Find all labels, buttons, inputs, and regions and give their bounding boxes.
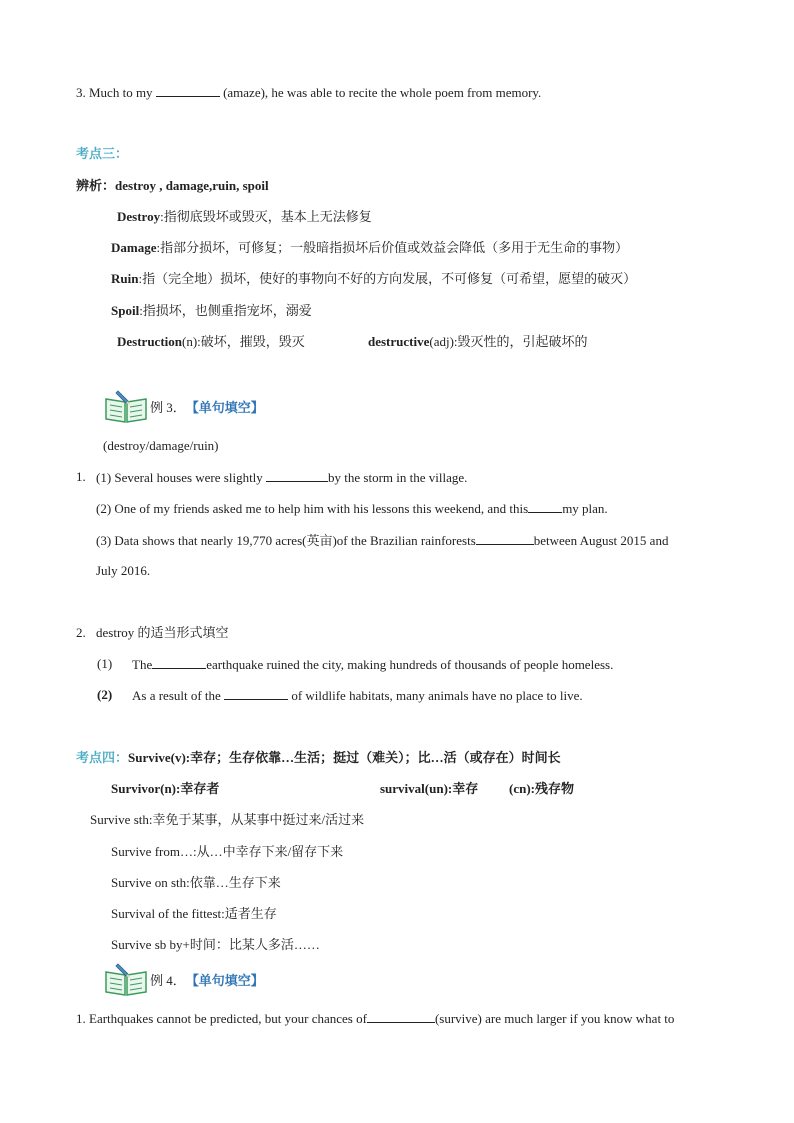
usage-survival-fittest: Survival of the fittest:适者生存 bbox=[111, 906, 277, 921]
section-heading-point3: 考点三： bbox=[76, 146, 129, 161]
survival-cn-definition: (cn):残存物 bbox=[509, 781, 574, 796]
question-2-number: 2. bbox=[76, 625, 86, 640]
question-2-1-number: (1) bbox=[97, 656, 113, 671]
answer-blank[interactable] bbox=[367, 1010, 435, 1023]
survival-definition: survival(un):幸存 bbox=[380, 781, 479, 796]
question-2-1: The earthquake ruined the city, making hundreds of thousands of people homeless. bbox=[132, 657, 614, 672]
example-4-header: 例 4． 【单句填空】 bbox=[104, 962, 264, 996]
question-2-title: destroy 的适当形式填空 bbox=[96, 625, 229, 640]
book-pencil-icon bbox=[104, 962, 148, 996]
question-1-3: (3) Data shows that nearly 19,770 acres(英亩)of the Brazilian rainforests between August 2015 and bbox=[96, 533, 669, 548]
section-heading-point4: 考点四：Survive(v):幸存；生存依靠…生活；挺过（难关）；比…活（或存在）时间长 bbox=[76, 750, 561, 765]
definition-ruin: Ruin:指（完全地）损坏，使好的事物向不好的方向发展，不可修复（可希望，愿望的破灭） bbox=[111, 271, 637, 286]
example-4-question-1: 1. Earthquakes cannot be predicted, but your chances of (survive) are much larger if you know what to bbox=[76, 1011, 675, 1026]
usage-survive-from: Survive from…:从…中幸存下来/留存下来 bbox=[111, 844, 344, 859]
question-1-2: (2) One of my friends asked me to help him with his lessons this weekend, and this my plan. bbox=[96, 501, 608, 516]
question-3-amaze: 3. Much to my (amaze), he was able to recite the whole poem from memory. bbox=[76, 85, 542, 100]
definition-spoil: Spoil:指损坏，也侧重指宠坏，溺爱 bbox=[111, 303, 312, 318]
example-3-hint: (destroy/damage/ruin) bbox=[103, 438, 219, 453]
question-1-3-continued: July 2016. bbox=[96, 563, 151, 578]
question-1-1: (1) Several houses were slightly by the storm in the village. bbox=[96, 470, 468, 485]
usage-survive-sb: Survive sb by+时间：比某人多活…… bbox=[111, 937, 320, 952]
answer-blank[interactable] bbox=[224, 687, 288, 700]
question-2-2: As a result of the of wildlife habitats, many animals have no place to live. bbox=[132, 688, 583, 703]
question-1-number: 1. bbox=[76, 469, 86, 484]
usage-survive-sth: Survive sth:幸免于某事，从某事中挺过来/活过来 bbox=[90, 812, 365, 827]
answer-blank[interactable] bbox=[266, 469, 328, 482]
definition-destroy: Destroy:指彻底毁坏或毁灭，基本上无法修复 bbox=[117, 209, 372, 224]
question-2-2-number: (2) bbox=[97, 687, 113, 702]
definition-destructive: destructive(adj):毁灭性的，引起破坏的 bbox=[368, 334, 588, 349]
answer-blank[interactable] bbox=[476, 532, 534, 545]
analysis-line: 辨析：destroy , damage,ruin, spoil bbox=[76, 178, 269, 193]
definition-destruction: Destruction(n):破坏，摧毁，毁灭 bbox=[117, 334, 305, 349]
answer-blank[interactable] bbox=[152, 656, 206, 669]
definition-damage: Damage:指部分损坏，可修复；一般暗指损坏后价值或效益会降低（多用于无生命的事物） bbox=[111, 240, 629, 255]
example-3-header: 例 3． 【单句填空】 bbox=[104, 389, 264, 423]
answer-blank[interactable] bbox=[528, 500, 562, 513]
book-pencil-icon bbox=[104, 389, 148, 423]
survivor-definition: Survivor(n):幸存者 bbox=[111, 781, 220, 796]
usage-survive-on: Survive on sth:依靠…生存下来 bbox=[111, 875, 281, 890]
answer-blank[interactable] bbox=[156, 84, 220, 97]
